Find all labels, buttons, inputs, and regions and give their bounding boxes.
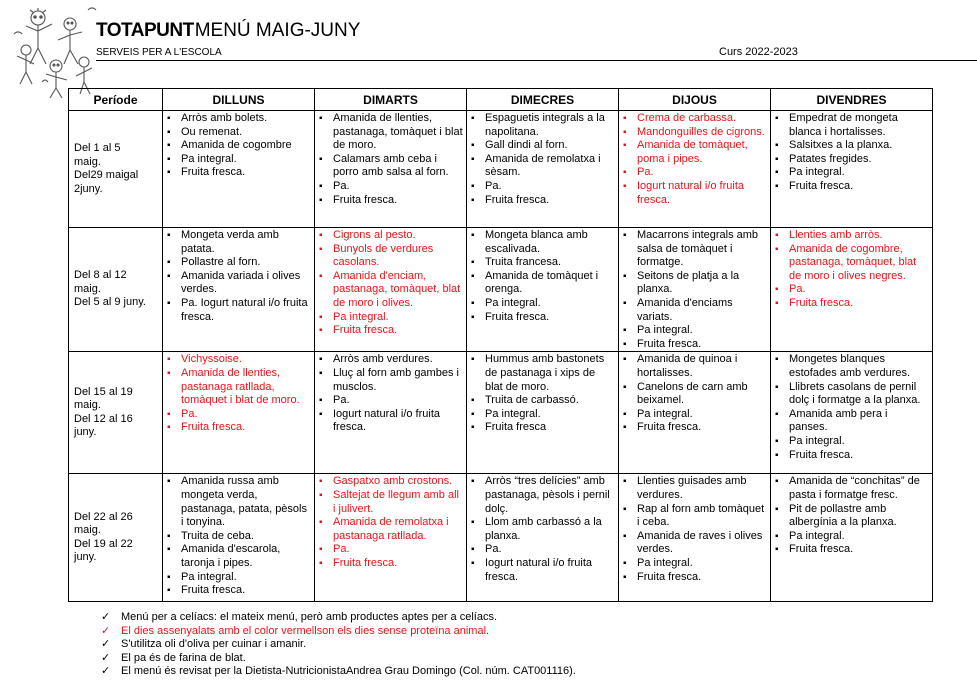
menu-title: MENÚ MAIG-JUNY — [194, 20, 361, 41]
dish-item: ▪ Fruita fresca. — [775, 449, 929, 463]
dish-list — [623, 475, 767, 584]
dish-item: ▪ Bunyols de verdures casolans. — [319, 243, 463, 270]
dish-item: ▪ Pa. — [319, 543, 463, 557]
dish-item: ▪ Hummus amb bastonets de pastanaga i xips de blat de moro. — [471, 353, 615, 394]
dish-item: ▪ Iogurt natural i/o fruita fresca. — [623, 180, 767, 207]
period-line: maig. — [74, 155, 101, 168]
dish-item: ▪ Amanida de quinoa i hortalisses. — [623, 353, 767, 380]
dish-item: ▪ Pit de pollastre amb albergínia a la planxa. — [775, 503, 929, 530]
dish-item: ▪ Ou remenat. — [167, 126, 311, 140]
dish-item: ▪ Llenties guisades amb verdures. — [623, 475, 767, 502]
dish-item: ▪ Mongeta blanca amb escalivada. — [471, 229, 615, 256]
dish-list — [167, 475, 311, 597]
dish-item: ▪ Amanida variada i olives verdes. — [167, 270, 311, 297]
period-line: Del 15 al 19 — [74, 385, 133, 398]
notes-list — [101, 611, 576, 679]
dish-item: ▪ Pa. — [471, 180, 615, 194]
dish-item: ▪ Pa. — [623, 166, 767, 180]
period-line: Del 22 al 26 — [74, 510, 133, 523]
dish-item: ▪ Amanida de raves i olives verdes. — [623, 530, 767, 557]
menu-cell-friday — [771, 352, 933, 474]
dish-item: ▪ Iogurt natural i/o fruita fresca. — [319, 408, 463, 435]
brand-name: TOTAPUNT — [96, 20, 194, 41]
period-cell — [69, 228, 163, 352]
dish-item: ▪ Patates fregides. — [775, 153, 929, 167]
menu-cell-thursday — [619, 474, 771, 602]
dish-item: ▪ Amanida russa amb mongeta verda, pastanaga, patata, pèsols i tonyina. — [167, 475, 311, 529]
kids-drawing-logo-icon — [12, 4, 98, 100]
dish-list — [319, 112, 463, 207]
menu-cell-friday — [771, 111, 933, 228]
dish-item: ▪ Llibrets casolans de pernil dolç i formatge a la planxa. — [775, 381, 929, 408]
period-cell — [69, 474, 163, 602]
dish-item: ▪ Seitons de platja a la planxa. — [623, 270, 767, 297]
menu-cell-thursday — [619, 228, 771, 352]
dish-list — [319, 475, 463, 570]
menu-cell-tuesday — [315, 352, 467, 474]
dish-item: ▪ Fruita fresca — [471, 421, 615, 435]
dish-item: ▪ Amanida amb pera i panses. — [775, 408, 929, 435]
dish-item: ▪ Fruita fresca. — [167, 166, 311, 180]
period-line: Del 12 al 16 — [74, 412, 133, 425]
menu-cell-monday — [163, 474, 315, 602]
menu-cell-friday — [771, 228, 933, 352]
dish-list — [623, 353, 767, 435]
dish-item: ▪ Fruita fresca. — [319, 557, 463, 571]
dish-item: ▪ Fruita fresca. — [471, 194, 615, 208]
period-line: Del 8 al 12 — [74, 269, 127, 282]
dish-item: ▪ Pa integral. — [775, 166, 929, 180]
table-row — [69, 474, 933, 602]
dish-item: ▪ Amanida de cogombre — [167, 139, 311, 153]
note-item — [101, 665, 576, 679]
dish-item: ▪ Pa integral. — [167, 571, 311, 585]
dish-item: ▪ Pa integral. — [319, 311, 463, 325]
dish-item: ▪ Fruita fresca. — [775, 180, 929, 194]
dish-item: ▪ Fruita fresca. — [623, 421, 767, 435]
dish-item: ▪ Amanida de llenties, pastanaga, tomàquet i blat de moro. — [319, 112, 463, 153]
dish-list — [471, 229, 615, 324]
note-item — [101, 638, 576, 652]
dish-item: ▪ Fruita fresca. — [167, 584, 311, 598]
dish-item: ▪ Pa integral. — [775, 435, 929, 449]
dish-item: ▪ Gall dindi al forn. — [471, 139, 615, 153]
dish-list — [623, 229, 767, 351]
table-row — [69, 352, 933, 474]
checkmark-icon: ✓ — [101, 611, 111, 623]
dish-item: ▪ Cigrons al pesto. — [319, 229, 463, 243]
dish-list — [167, 112, 311, 180]
dish-item: ▪ Pa. — [319, 394, 463, 408]
dish-item: ▪ Fruita fresca. — [471, 311, 615, 325]
dish-item: ▪ Pa integral. — [775, 530, 929, 544]
dish-item: ▪ Rap al forn amb tomàquet i ceba. — [623, 503, 767, 530]
period-line: Del 1 al 5 — [74, 142, 121, 154]
dish-list — [471, 353, 615, 435]
dish-list — [319, 353, 463, 435]
note-text: Menú per a celíacs: el mateix menú, però amb productes aptes per a celíacs. — [121, 611, 498, 623]
dish-item: ▪ Vichyssoise. — [167, 353, 311, 367]
dish-list — [471, 112, 615, 207]
dish-list — [775, 229, 929, 311]
dish-item: ▪ Calamars amb ceba i porro amb salsa al forn. — [319, 153, 463, 180]
dish-item: ▪ Truita de ceba. — [167, 530, 311, 544]
dish-item: ▪ Pa integral. — [623, 557, 767, 571]
table-row — [69, 111, 933, 228]
header-wednesday: DIMECRES — [467, 89, 619, 111]
checkmark-icon: ✓ — [101, 624, 111, 637]
dish-item: ▪ Espaguetis integrals a la napolitana. — [471, 112, 615, 139]
table-header-row — [69, 89, 933, 111]
menu-cell-thursday — [619, 111, 771, 228]
dish-item: ▪ Pa integral. — [471, 297, 615, 311]
period-cell — [69, 111, 163, 228]
dish-list — [471, 475, 615, 584]
menu-cell-tuesday — [315, 111, 467, 228]
dish-item: ▪ Amanida de tomàquet, poma i pipes. — [623, 139, 767, 166]
dish-item: ▪ Pa. — [167, 408, 311, 422]
dish-item: ▪ Fruita fresca. — [623, 571, 767, 585]
menu-cell-monday — [163, 352, 315, 474]
dish-item: ▪ Lluç al forn amb gambes i musclos. — [319, 367, 463, 394]
dish-item: ▪ Pa. — [471, 543, 615, 557]
menu-table — [68, 88, 933, 602]
dish-item: ▪ Crema de carbassa. — [623, 112, 767, 126]
period-line: maig. — [74, 524, 101, 537]
menu-cell-wednesday — [467, 111, 619, 228]
dish-item: ▪ Saltejat de llegum amb all i julivert. — [319, 489, 463, 516]
dish-item: ▪ Amanida de llenties, pastanaga ratllada, tomàquet i blat de moro. — [167, 367, 311, 408]
dish-item: ▪ Fruita fresca. — [319, 194, 463, 208]
dish-item: ▪ Macarrons integrals amb salsa de tomàquet i formatge. — [623, 229, 767, 270]
period-line: maig. — [74, 282, 101, 295]
dish-list — [775, 112, 929, 194]
dish-item: ▪ Amanida de remolatxa i pastanaga ratllada. — [319, 516, 463, 543]
header-period: Període — [69, 89, 163, 111]
period-cell — [69, 352, 163, 474]
brand-title — [96, 20, 360, 42]
period-line: 2juny. — [74, 182, 103, 195]
dish-item: ▪ Truita de carbassó. — [471, 394, 615, 408]
dish-item: ▪ Fruita fresca. — [167, 421, 311, 435]
dish-item: ▪ Llom amb carbassó a la planxa. — [471, 516, 615, 543]
note-text: S'utilitza oli d'oliva per cuinar i amanir. — [121, 638, 307, 650]
dish-list — [623, 112, 767, 207]
menu-cell-wednesday — [467, 352, 619, 474]
dish-item: ▪ Salsitxes a la planxa. — [775, 139, 929, 153]
dish-item: ▪ Amanida de remolatxa i sèsam. — [471, 153, 615, 180]
dish-item: ▪ Pa integral. — [623, 324, 767, 338]
dish-item: ▪ Amanida de cogombre, pastanaga, tomàquet, blat de moro i olives negres. — [775, 243, 929, 284]
note-text: El menú és revisat per la Dietista-NutricionistaAndrea Grau Domingo (Col. núm. CAT001116). — [121, 665, 576, 677]
table-row — [69, 228, 933, 352]
dish-item: ▪ Llenties amb arròs. — [775, 229, 929, 243]
header-monday: DILLUNS — [163, 89, 315, 111]
menu-cell-friday — [771, 474, 933, 602]
note-text: El dies assenyalats amb el color vermellson els dies sense proteïna animal. — [121, 624, 490, 637]
menu-cell-wednesday — [467, 474, 619, 602]
dish-item: ▪ Pa. Iogurt natural i/o fruita fresca. — [167, 297, 311, 324]
menu-cell-tuesday — [315, 474, 467, 602]
period-line: juny. — [74, 551, 97, 564]
menu-cell-monday — [163, 111, 315, 228]
dish-item: ▪ Pa integral. — [623, 408, 767, 422]
dish-item: ▪ Mongetes blanques estofades amb verdures. — [775, 353, 929, 380]
header-friday: DIVENDRES — [771, 89, 933, 111]
dish-list — [775, 353, 929, 462]
dish-item: ▪ Fruita fresca. — [775, 297, 929, 311]
dish-item: ▪ Amanida de “conchitas” de pasta i formatge fresc. — [775, 475, 929, 502]
dish-item: ▪ Pa. — [319, 180, 463, 194]
dish-item: ▪ Amanida d'enciam, pastanaga, tomàquet, blat de moro i olives. — [319, 270, 463, 311]
note-text: El pa és de farina de blat. — [121, 651, 246, 664]
dish-item: ▪ Canelons de carn amb beixamel. — [623, 381, 767, 408]
dish-item: ▪ Arròs amb verdures. — [319, 353, 463, 367]
dish-item: ▪ Amanida d'escarola, taronja i pipes. — [167, 543, 311, 570]
menu-cell-monday — [163, 228, 315, 352]
dish-item: ▪ Fruita fresca. — [775, 543, 929, 557]
header-tuesday: DIMARTS — [315, 89, 467, 111]
dish-item: ▪ Pa integral. — [471, 408, 615, 422]
dish-list — [775, 475, 929, 557]
dish-list — [167, 353, 311, 435]
dish-item: ▪ Truita francesa. — [471, 256, 615, 270]
dish-item: ▪ Fruita fresca. — [623, 338, 767, 352]
header-thursday: DIJOUS — [619, 89, 771, 111]
dish-item: ▪ Empedrat de mongeta blanca i hortalisses. — [775, 112, 929, 139]
dish-list — [167, 229, 311, 324]
dish-item: ▪ Iogurt natural i/o fruita fresca. — [471, 557, 615, 584]
dish-item: ▪ Pa. — [775, 283, 929, 297]
subtitle: SERVEIS PER A L'ESCOLA — [96, 47, 222, 58]
period-line: Del 19 al 22 — [74, 537, 133, 550]
checkmark-icon: ✓ — [101, 665, 111, 677]
checkmark-icon: ✓ — [101, 638, 111, 650]
dish-item: ▪ Pollastre al forn. — [167, 256, 311, 270]
note-item — [101, 625, 576, 639]
dish-item: ▪ Fruita fresca. — [319, 324, 463, 338]
menu-cell-tuesday — [315, 228, 467, 352]
note-item — [101, 611, 576, 625]
dish-item: ▪ Amanida d'enciams variats. — [623, 297, 767, 324]
period-line: maig. — [74, 399, 101, 412]
dish-item: ▪ Pa integral. — [167, 153, 311, 167]
header-divider — [96, 60, 977, 61]
note-item — [101, 652, 576, 666]
dish-item: ▪ Arròs amb bolets. — [167, 112, 311, 126]
period-line: Del 5 al 9 juny. — [74, 296, 146, 309]
course-year: Curs 2022-2023 — [719, 46, 798, 58]
dish-item: ▪ Gaspatxo amb crostons. — [319, 475, 463, 489]
menu-cell-wednesday — [467, 228, 619, 352]
dish-list — [319, 229, 463, 338]
period-line: Del29 maigal — [74, 169, 139, 181]
dish-item: ▪ Arròs “tres delícies” amb pastanaga, pèsols i pernil dolç. — [471, 475, 615, 516]
menu-cell-thursday — [619, 352, 771, 474]
dish-item: ▪ Amanida de tomàquet i orenga. — [471, 270, 615, 297]
dish-item: ▪ Mandonguilles de cigrons. — [623, 126, 767, 140]
dish-item: ▪ Mongeta verda amb patata. — [167, 229, 311, 256]
checkmark-icon: ✓ — [101, 651, 111, 664]
period-line: juny. — [74, 426, 97, 439]
